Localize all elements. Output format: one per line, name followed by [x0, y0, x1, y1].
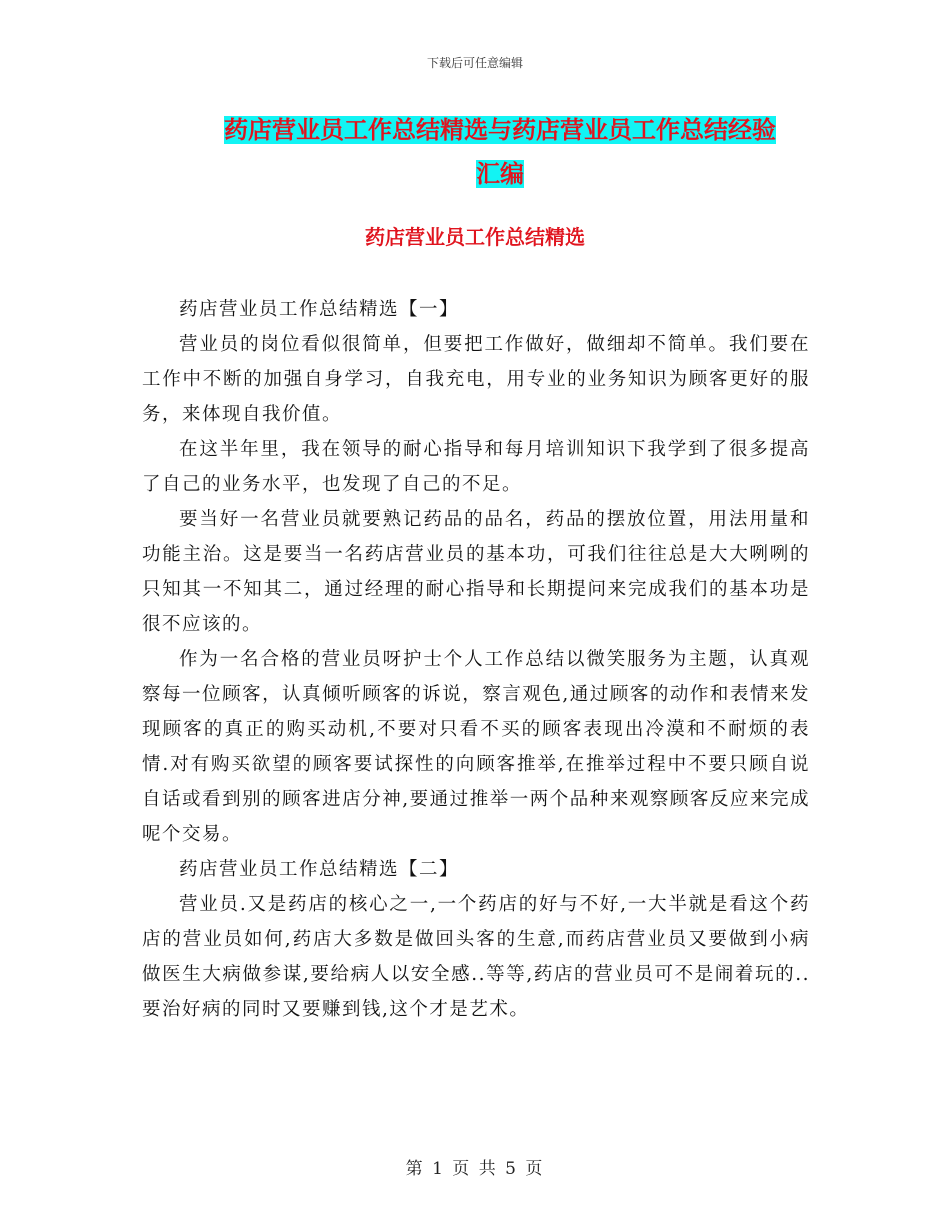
document-title: [150, 108, 850, 196]
subheading-part-one: 药店营业员工作总结精选【一】: [179, 299, 460, 320]
subheading-part-two: 药店营业员工作总结精选【二】: [179, 859, 460, 880]
page-number-footer: 第 1 页 共 5 页: [405, 1159, 545, 1179]
paragraph: 要当好一名营业员就要熟记药品的品名，药品的摆放位置，用法用量和功能主治。这是要当一名药店营业员的基本功，可我们往往总是大大咧咧的只知其一不知其二，通过经理的耐心指导和长期提问来完成我们的基本功是很不应该的。: [142, 509, 810, 635]
paragraph: 营业员的岗位看似很简单，但要把工作做好，做细却不简单。我们要在工作中不断的加强自身学习，自我充电，用专业的业务知识为顾客更好的服务，来体现自我价值。: [142, 334, 810, 425]
document-body: [142, 292, 810, 1027]
paragraph: 营业员.又是药店的核心之一,一个药店的好与不好,一大半就是看这个药店的营业员如何,药店大多数是做回头客的生意,而药店营业员又要做到小病做医生大病做参谋,要给病人以安全感..等等,药店的营业员可不是闹着玩的..要治好病的同时又要赚到钱,这个才是艺术。: [142, 894, 810, 1020]
paragraph: 在这半年里，我在领导的耐心指导和每月培训知识下我学到了很多提高了自己的业务水平，也发现了自己的不足。: [142, 439, 810, 495]
section-title: 药店营业员工作总结精选: [365, 225, 585, 249]
header-note: 下载后可任意编辑: [426, 56, 523, 70]
document-title-line-2: 汇编: [476, 160, 524, 188]
paragraph: 作为一名合格的营业员呀护士个人工作总结以微笑服务为主题，认真观察每一位顾客，认真倾听顾客的诉说，察言观色,通过顾客的动作和表情来发现顾客的真正的购买动机,不要对只看不买的顾客表现出冷漠和不耐烦的表情.对有购买欲望的顾客要试探性的向顾客推举,在推举过程中不要只顾自说自话或看到别的顾客进店分神,要通过推举一两个品种来观察顾客反应来完成呢个交易。: [142, 649, 810, 845]
document-title-line-1: 药店营业员工作总结精选与药店营业员工作总结经验: [224, 116, 776, 144]
